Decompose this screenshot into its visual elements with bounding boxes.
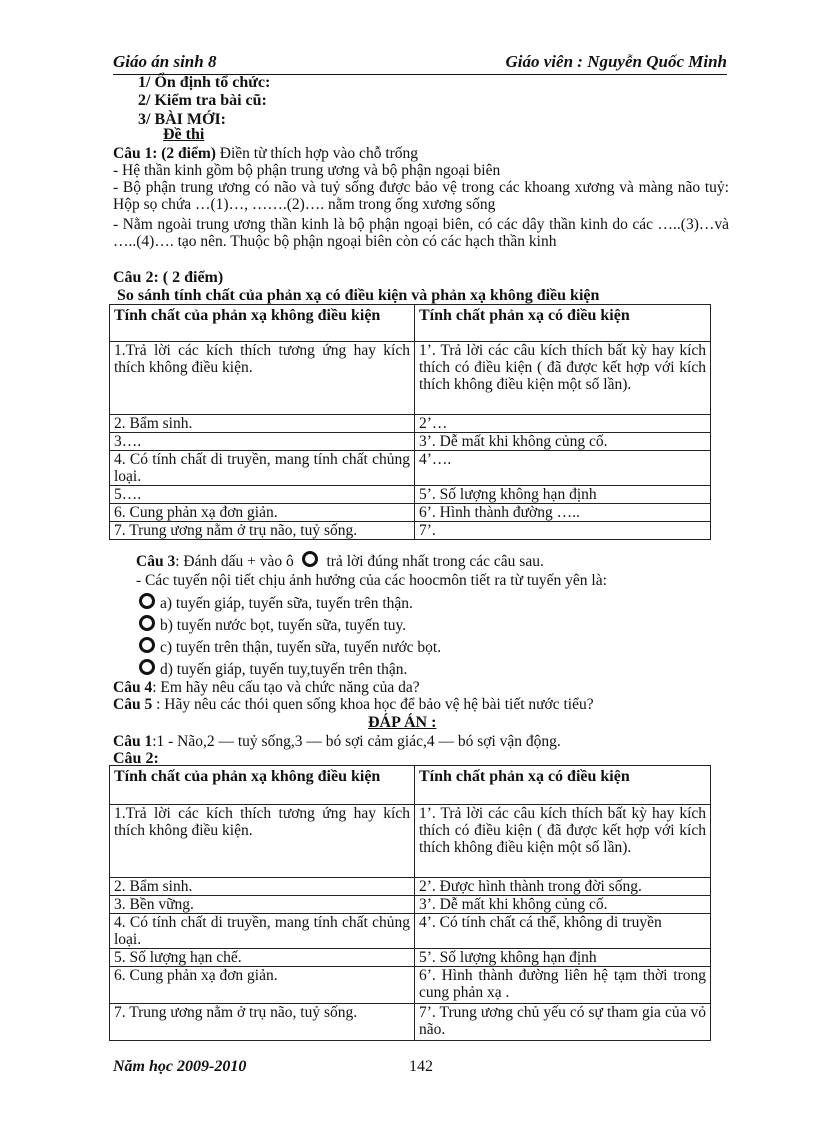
radio-circle-icon [302, 551, 318, 567]
cau1-label: Câu 1: (2 điểm) [113, 145, 216, 162]
cau1-line-1: - Hệ thần kinh gồm bộ phận trung ương và bộ phận ngoại biên [113, 162, 501, 179]
table-cell: 4. Có tính chất di truyền, mang tính chất chủng loại. [110, 914, 415, 949]
cau5-text: : Hãy nêu các thói quen sống khoa học để bảo vệ hệ bài tiết nước tiểu? [152, 696, 594, 713]
cau1-prompt: Điền từ thích hợp vào chỗ trống [215, 145, 419, 162]
cau1-line-2: - Bộ phận trung ương có não và tuỷ sống được bảo vệ trong các khoang xương và màng não tuỷ: Hộp sọ chứa …(1)…, …….(2)…. nằm trong ống xương sống [113, 179, 729, 213]
table-row [110, 433, 711, 451]
cau3-question: - Các tuyến nội tiết chịu ảnh hưởng của các hoocmôn tiết ra từ tuyến yên là: [136, 572, 607, 589]
table-cell: 1.Trả lời các kích thích tương ứng hay kích thích không điều kiện. [110, 342, 415, 415]
cau4 [113, 679, 420, 696]
table-row [110, 878, 711, 896]
cau5 [113, 696, 594, 713]
cau3-option-d[interactable] [139, 659, 407, 678]
table-cell: 2. Bẩm sinh. [110, 878, 415, 896]
option-label: a) tuyến giáp, tuyến sữa, tuyến trên thận. [160, 595, 413, 612]
cau5-label: Câu 5 [113, 696, 153, 713]
table-cell: 6. Cung phản xạ đơn giản. [110, 504, 415, 522]
table-row [110, 522, 711, 540]
footer-school-year: Năm học 2009-2010 [113, 1058, 247, 1075]
cau1-heading [113, 145, 418, 162]
radio-circle-icon[interactable] [139, 637, 155, 653]
comparison-table-answer [109, 765, 711, 1041]
option-label: c) tuyến trên thận, tuyến sữa, tuyến nước bọt. [160, 639, 442, 656]
table-header-row [110, 305, 711, 342]
table-header-col-2: Tính chất phản xạ có điều kiện [415, 305, 711, 342]
table-row [110, 914, 711, 949]
table-cell: 7. Trung ương nằm ở trụ não, tuỷ sống. [110, 1004, 415, 1041]
header-subject: Giáo án sinh 8 [113, 52, 217, 71]
table-row [110, 415, 711, 433]
intro-item-2: 2/ Kiểm tra bài cũ: [138, 92, 267, 109]
table-cell: 4’. Có tính chất cá thể, không di truyền [415, 914, 711, 949]
table-cell: 6’. Hình thành đường ….. [415, 504, 711, 522]
table-cell: 3…. [110, 433, 415, 451]
dap-an-cau1-text: :1 - Não,2 — tuỷ sống,3 — bó sợi cảm giác,4 — bó sợi vận động. [152, 733, 561, 750]
cau4-label: Câu 4 [113, 679, 153, 696]
table-cell: 4. Có tính chất di truyền, mang tính chất chủng loại. [110, 451, 415, 486]
table-header-col-2: Tính chất phản xạ có điều kiện [415, 766, 711, 805]
table-header-row [110, 766, 711, 805]
table-cell: 5…. [110, 486, 415, 504]
dap-an-cau2-label: Câu 2: [113, 750, 159, 767]
cau3-text-2: trả lời đúng nhất trong các câu sau. [322, 553, 544, 570]
table-cell: 3’. Dễ mất khi không củng cố. [415, 433, 711, 451]
table-cell: 5. Số lượng hạn chế. [110, 949, 415, 967]
option-label: d) tuyến giáp, tuyến tuy,tuyến trên thận. [160, 661, 408, 678]
table-cell: 7’. [415, 522, 711, 540]
table-row [110, 805, 711, 878]
cau2-label: Câu 2: ( 2 điểm) [113, 269, 224, 286]
dap-an-cau1 [113, 733, 561, 750]
table-cell: 3’. Dễ mất khi không củng cố. [415, 896, 711, 914]
cau2-subtitle: So sánh tính chất của phản xạ có điều kiện và phản xạ không điều kiện [117, 287, 600, 304]
intro-item-1: 1/ Ổn định tổ chức: [138, 74, 271, 91]
table-cell: 2. Bẩm sinh. [110, 415, 415, 433]
cau4-text: : Em hãy nêu cấu tạo và chức năng của da? [152, 679, 420, 696]
page-number: 142 [409, 1058, 433, 1075]
option-label: b) tuyến nước bọt, tuyến sữa, tuyến tuy. [160, 617, 407, 634]
table-row [110, 451, 711, 486]
table-cell: 2’… [415, 415, 711, 433]
table-header-col-1: Tính chất của phản xạ không điều kiện [110, 766, 415, 805]
table-cell: 4’…. [415, 451, 711, 486]
table-cell: 1.Trả lời các kích thích tương ứng hay kích thích không điều kiện. [110, 805, 415, 878]
table-cell: 1’. Trả lời các câu kích thích bất kỳ hay kích thích có điều kiện ( đã được kết hợp với kích thích không điều kiện một số lần). [415, 805, 711, 878]
header-teacher: Giáo viên : Nguyễn Quốc Minh [505, 52, 727, 71]
table-header-col-1: Tính chất của phản xạ không điều kiện [110, 305, 415, 342]
table-cell: 6’. Hình thành đường liên hệ tạm thời trong cung phản xạ . [415, 967, 711, 1004]
table-row [110, 967, 711, 1004]
table-cell: 2’. Được hình thành trong đời sống. [415, 878, 711, 896]
table-cell: 7’. Trung ương chủ yếu có sự tham gia của vỏ não. [415, 1004, 711, 1041]
table-row [110, 949, 711, 967]
table-row [110, 896, 711, 914]
table-row [110, 486, 711, 504]
radio-circle-icon[interactable] [139, 593, 155, 609]
cau3-text: : Đánh dấu + vào ô [175, 553, 294, 570]
dap-an-title: ĐÁP ÁN : [368, 714, 437, 731]
cau3-option-b[interactable] [139, 615, 406, 634]
dap-an-cau1-label: Câu 1 [113, 733, 153, 750]
cau1-line-3: - Nằm ngoài trung ương thần kinh là bộ phận ngoại biên, có các dây thần kinh do các …..(3)…và …..(4)…. tạo nên. Thuộc bộ phận ngoại biên còn có các hạch thần kinh [113, 216, 729, 250]
table-cell: 5’. Số lượng không hạn định [415, 949, 711, 967]
de-thi-title: Đề thi [163, 126, 205, 143]
cau3-heading [136, 551, 544, 570]
table-cell: 3. Bền vững. [110, 896, 415, 914]
table-cell: 7. Trung ương nằm ở trụ não, tuỷ sống. [110, 522, 415, 540]
cau3-option-a[interactable] [139, 593, 413, 612]
table-row [110, 342, 711, 415]
table-cell: 5’. Số lượng không hạn định [415, 486, 711, 504]
page-header [113, 52, 727, 75]
table-row [110, 1004, 711, 1041]
table-row [110, 504, 711, 522]
cau3-label: Câu 3 [136, 553, 176, 570]
radio-circle-icon[interactable] [139, 615, 155, 631]
radio-circle-icon[interactable] [139, 659, 155, 675]
cau3-option-c[interactable] [139, 637, 441, 656]
table-cell: 6. Cung phản xạ đơn giản. [110, 967, 415, 1004]
intro-item-3: 3/ BÀI MỚI: [138, 111, 226, 128]
table-cell: 1’. Trả lời các câu kích thích bất kỳ hay kích thích có điều kiện ( đã được kết hợp với kích thích không điều kiện một số lần). [415, 342, 711, 415]
comparison-table-question [109, 304, 711, 540]
